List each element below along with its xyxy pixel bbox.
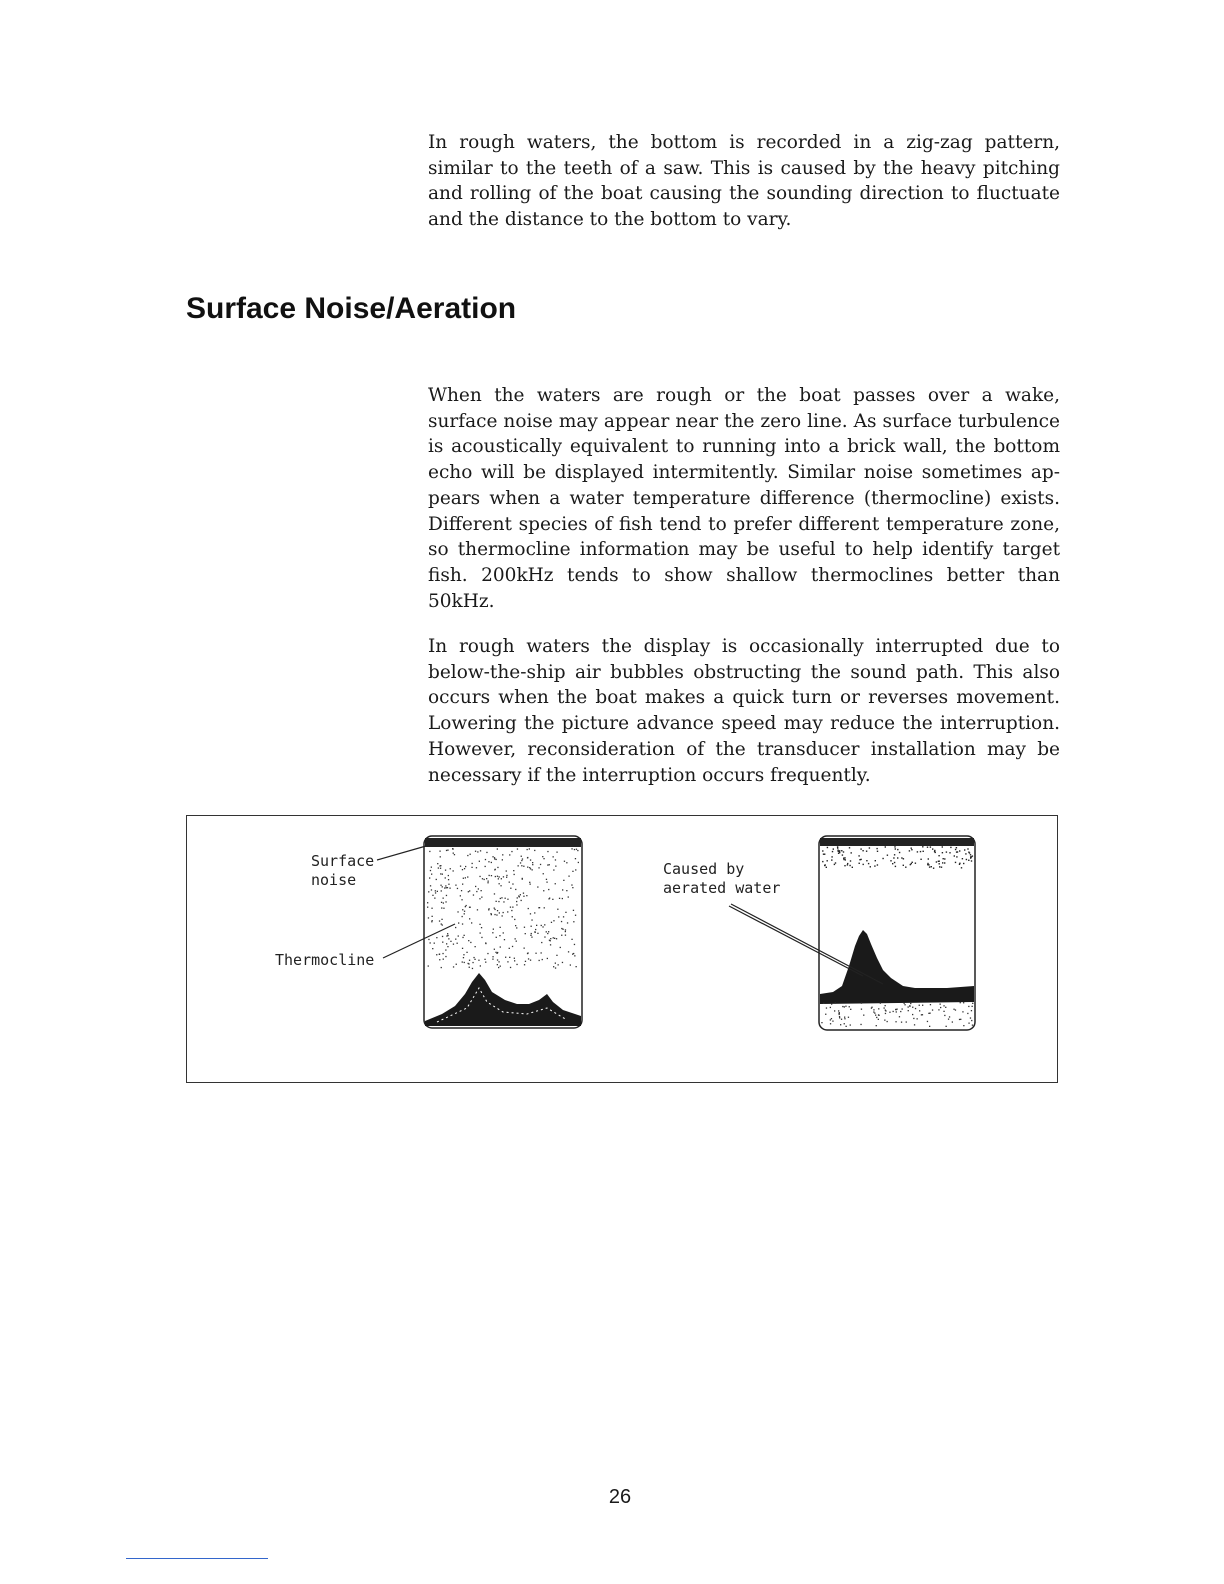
paragraph-rough-waters: In rough waters, the bottom is recorded in a zig-zag pattern, similar to the teeth of a saw. This is caused by the heavy pitching and rolling of the boat causing the sounding direction to fluctuate and the distance to the bottom to vary. xyxy=(428,132,1060,231)
figure-frame xyxy=(186,815,1058,1083)
paragraph-air-bubbles: In rough waters the display is occasionally interrupted due to below-the-ship air bubbles obstructing the sound path. This also occurs when the boat makes a quick turn or reverses movement. Lowering the picture advance speed may reduce the interruption. However, reconsideration of the transducer installation may be necessary if the interruption occurs frequently. xyxy=(428,636,1060,786)
label-surface-noise: Surface noise xyxy=(311,852,375,889)
echogram-aerated-water xyxy=(819,836,975,1030)
footer-rule xyxy=(126,1558,268,1559)
label-aerated-water: Caused by aerated water xyxy=(663,860,781,897)
echogram-surface-noise xyxy=(424,836,582,1028)
label-thermocline: Thermocline xyxy=(275,951,375,969)
figure-illustrations xyxy=(187,816,1059,1084)
paragraph-surface-noise: When the waters are rough or the boat passes over a wake, surface noise may appear near the zero line. As surface turbulence is acoustically equivalent to running into a brick wall, the bottom echo will be displayed intermitently. Similar noise sometimes ap-pears when a water temperature difference (thermocline) exists. Different species of fish tend to prefer different temperature zone, so thermocline information may be useful to help identify target fish. 200kHz tends to show shallow thermoclines better than 50kHz. xyxy=(428,385,1060,612)
page-number: 26 xyxy=(608,1486,632,1508)
pointer-surface-noise xyxy=(377,846,426,860)
section-heading: Surface Noise/Aeration xyxy=(186,292,517,325)
